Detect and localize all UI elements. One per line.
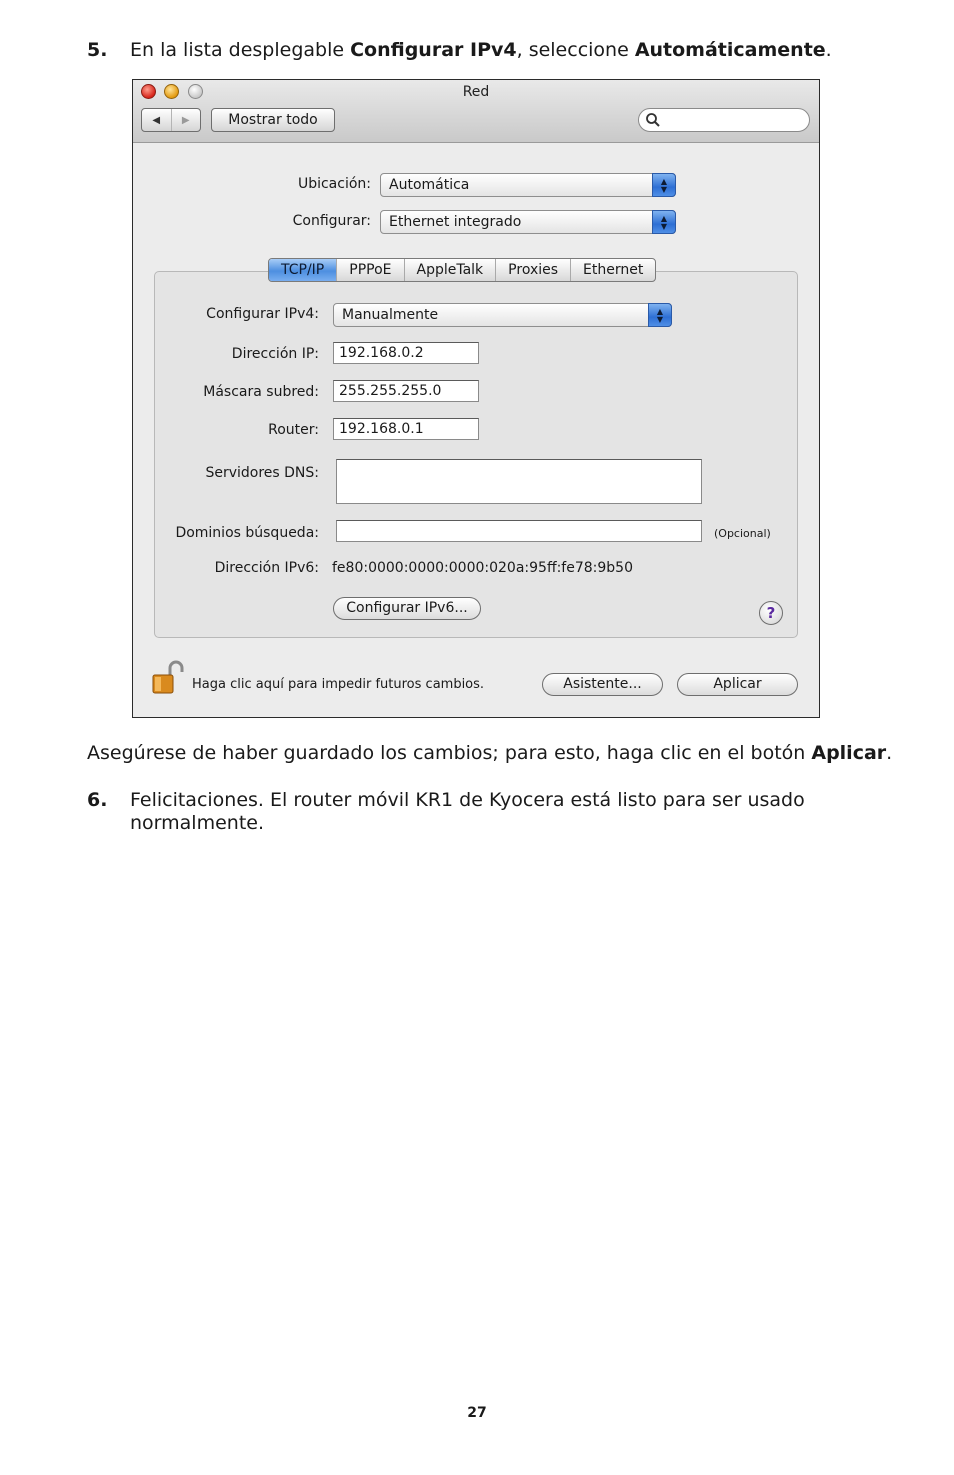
step-6-line-2: normalmente. [130,812,264,834]
subnet-mask-field[interactable]: 255.255.255.0 [333,380,479,402]
page-number: 27 [467,1405,487,1421]
dns-servers-label: Servidores DNS: [205,465,319,481]
configure-ipv6-button[interactable]: Configurar IPv6... [333,597,481,620]
window-title: Red [462,84,490,100]
location-label: Ubicación: [297,176,371,192]
step-5-text-after: . [825,39,832,61]
popup-arrows-icon: ▲ ▼ [648,303,672,327]
unlocked-padlock-icon[interactable] [151,660,185,696]
tab-pppoe[interactable]: PPPoE [336,259,403,281]
apply-button[interactable]: Aplicar [677,673,798,696]
tab-appletalk[interactable]: AppleTalk [404,259,496,281]
ipv6-address-label: Dirección IPv6: [214,560,319,576]
router-field[interactable]: 192.168.0.1 [333,418,479,440]
tab-tcp-ip[interactable]: TCP/IP [269,259,336,281]
step-6-line-1: Felicitaciones. El router móvil KR1 de Kyocera está listo para ser usado [130,789,805,811]
step-5-text [130,39,832,62]
search-input[interactable] [638,108,810,132]
ipv6-address-value: fe80:0000:0000:0000:020a:95ff:fe78:9b50 [332,560,633,576]
apply-note-text-before: Asegúrese de haber guardado los cambios; para esto, haga clic en el botón [87,742,812,764]
show-all-button[interactable]: Mostrar todo [211,108,335,132]
help-button[interactable] [759,601,783,625]
step-5-bold-1: Configurar IPv4 [350,39,517,61]
lock-instruction-text: Haga clic aquí para impedir futuros cambios. [192,677,485,692]
configure-value: Ethernet integrado [389,214,522,230]
configure-label: Configurar: [292,213,371,229]
location-popup[interactable] [380,173,676,197]
back-forward-control [141,108,201,132]
router-label: Router: [268,422,319,438]
tab-bar [268,258,656,282]
ipv4-value: Manualmente [342,307,439,323]
apply-note-text-after: . [886,742,893,764]
ip-address-field[interactable]: 192.168.0.2 [333,342,479,364]
tab-proxies[interactable]: Proxies [495,259,570,281]
dns-servers-field[interactable] [336,459,702,504]
step-5-text-before: En la lista desplegable [130,39,351,61]
back-button[interactable] [142,109,171,131]
step-5-text-middle: , seleccione [516,39,635,61]
search-domains-label: Dominios búsqueda: [175,525,319,541]
apply-note-bold: Aplicar [811,742,887,764]
assistant-button[interactable]: Asistente... [542,673,663,696]
step-6-number: 6. [87,789,108,811]
popup-arrows-icon: ▲ ▼ [652,173,676,197]
right-arrow-icon: ▶ [181,114,190,126]
tab-ethernet[interactable]: Ethernet [570,259,655,281]
window-toolbar [133,80,819,143]
configure-popup[interactable] [380,210,676,234]
popup-arrows-icon: ▲ ▼ [652,210,676,234]
magnifier-icon [645,112,661,128]
network-preferences-window [132,79,820,718]
left-arrow-icon: ◀ [152,114,161,126]
forward-button[interactable] [171,109,201,131]
location-value: Automática [389,177,470,193]
subnet-mask-label: Máscara subred: [203,384,319,400]
apply-note [87,742,892,765]
step-5-number: 5. [87,39,108,61]
ip-address-label: Dirección IP: [231,346,319,362]
ipv4-label: Configurar IPv4: [206,306,319,322]
step-5-bold-2: Automáticamente [634,39,826,61]
ipv4-popup[interactable] [333,303,672,327]
help-icon: ? [766,604,776,622]
search-domains-field[interactable] [336,520,702,542]
optional-note: (Opcional) [714,527,771,540]
